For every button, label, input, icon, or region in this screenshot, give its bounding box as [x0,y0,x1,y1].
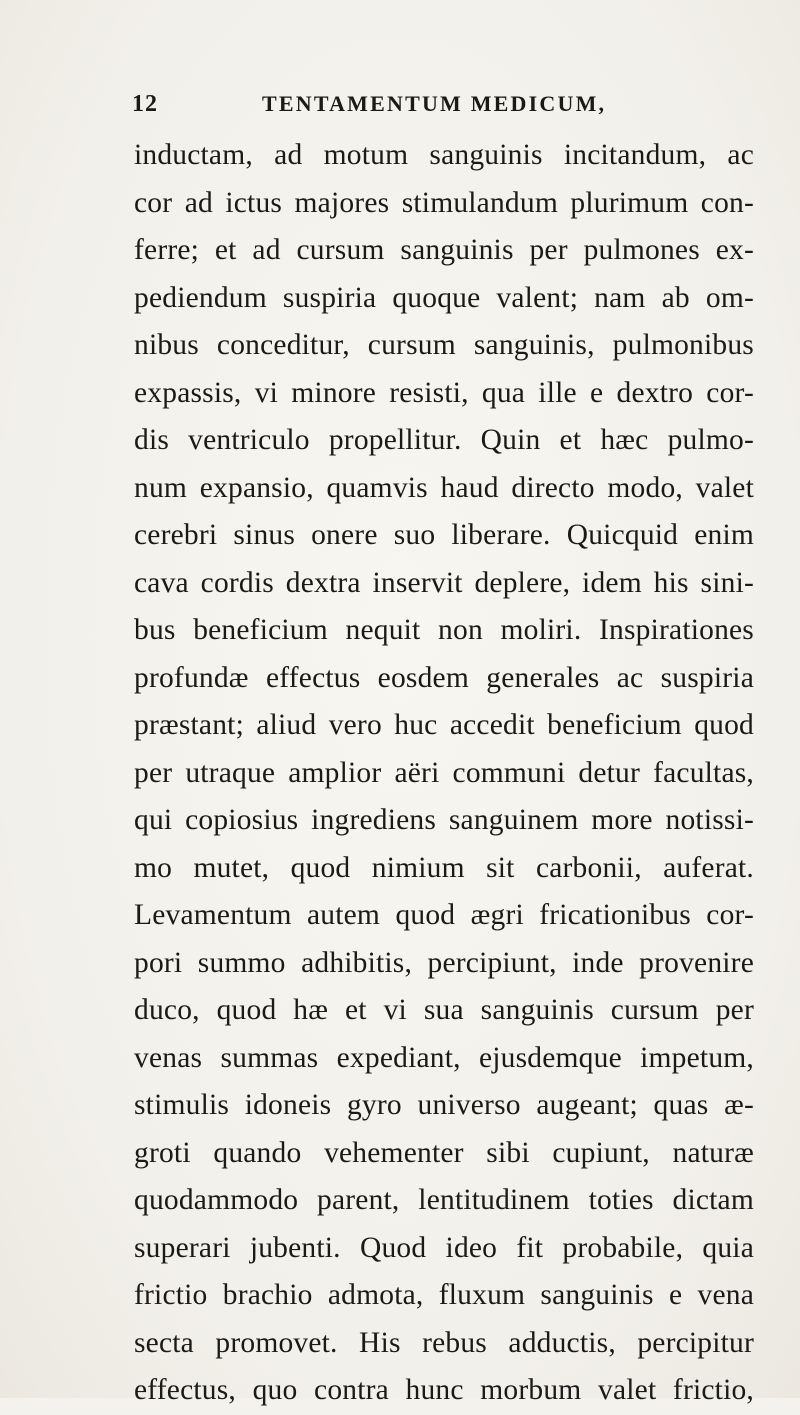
text-line: effectus, quo contra hunc morbum valet frictio, [134,1374,754,1406]
text-line: Levamentum autem quod ægri fricationibus cor- [134,899,754,931]
text-line: ferre; et ad cursum sanguinis per pulmones ex- [134,234,754,266]
text-line: pori summo adhibitis, percipiunt, inde provenire [134,946,754,979]
text-line: dis ventriculo propellitur. Quin et hæc pulmo- [134,424,754,456]
text-line: cava cordis dextra inservit deplere, idem his sini- [134,566,754,599]
text-line: stimulis idoneis gyro universo augeant; quas æ- [134,1089,754,1121]
text-line: bus beneficium nequit non moliri. Inspirationes [134,614,754,646]
text-line: duco, quod hæ et vi sua sanguinis cursum per [134,994,754,1026]
text-line: per utraque amplior aëri communi detur facultas, [134,756,754,789]
text-line: inductam, ad motum sanguinis incitandum, ac [134,139,754,171]
text-line: nibus conceditur, cursum sanguinis, pulmonibus [134,329,754,361]
text-line: frictio brachio admota, fluxum sanguinis e vena [134,1279,754,1311]
text-line: groti quando vehementer sibi cupiunt, naturæ [134,1136,754,1169]
page-number: 12 [132,91,158,117]
page-header [132,84,752,124]
text-line: qui copiosius ingrediens sanguinem more notissi- [134,804,754,836]
text-line: venas summas expediant, ejusdemque impetum, [134,1041,754,1074]
text-line: num expansio, quamvis haud directo modo, valet [134,471,754,504]
text-line: mo mutet, quod nimium sit carbonii, auferat. [134,851,754,884]
text-line: expassis, vi minore resisti, qua ille e dextro cor- [134,376,754,409]
text-line: pediendum suspiria quoque valent; nam ab om- [134,281,754,314]
text-line: cor ad ictus majores stimulandum plurimum con- [134,186,754,219]
body-text [134,132,754,1415]
text-line: præstant; aliud vero huc accedit beneficium quod [134,709,754,741]
text-line: quodammodo parent, lentitudinem toties dictam [134,1184,754,1216]
text-line: profundæ effectus eosdem generales ac suspiria [134,661,754,694]
running-head: TENTAMENTUM MEDICUM, [262,91,607,116]
text-line: superari jubenti. Quod ideo fit probabile, quia [134,1231,754,1264]
text-line: cerebri sinus onere suo liberare. Quicquid enim [134,519,754,551]
text-line: secta promovet. His rebus adductis, percipitur [134,1326,754,1359]
